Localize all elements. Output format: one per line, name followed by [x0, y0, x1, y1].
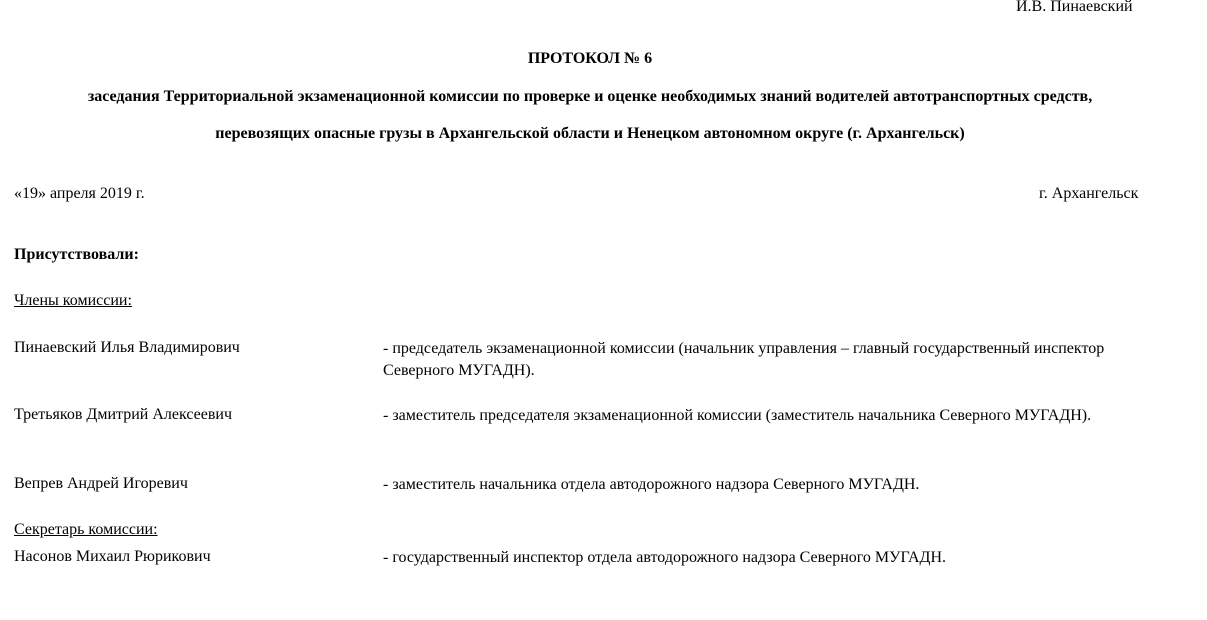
member-name: Вепрев Андрей Игоревич — [14, 475, 188, 492]
protocol-city: г. Архангельск — [1039, 185, 1139, 202]
secretary-heading: Секретарь комиссии: — [14, 521, 158, 538]
protocol-date: «19» апреля 2019 г. — [14, 185, 145, 202]
members-heading: Члены комиссии: — [14, 292, 132, 309]
protocol-subtitle-line2: перевозящих опасные грузы в Архангельской области и Ненецком автономном округе (г. Архангельск) — [215, 125, 965, 142]
member-name: Третьяков Дмитрий Алексеевич — [14, 406, 233, 423]
protocol-title: ПРОТОКОЛ № 6 — [527, 50, 653, 67]
attendance-heading: Присутствовали: — [14, 246, 139, 263]
protocol-subtitle-line1: заседания Территориальной экзаменационной комиссии по проверке и оценке необходимых знаний водителей автотранспортных средств, — [87, 88, 1093, 105]
member-role: - заместитель председателя экзаменационной комиссии (заместитель начальника Северного МУГАДН). — [383, 407, 1092, 424]
secretary-name: Насонов Михаил Рюрикович — [14, 548, 211, 565]
secretary-role: - государственный инспектор отдела автодорожного надзора Северного МУГАДН. — [383, 549, 947, 566]
member-name: Пинаевский Илья Владимирович — [14, 339, 240, 356]
member-role: - заместитель начальника отдела автодорожного надзора Северного МУГАДН. — [383, 476, 920, 493]
member-role: - председатель экзаменационной комиссии (начальник управления – главный государственный инспектор Северного МУГАДН). — [383, 340, 1105, 379]
signatory-name: И.В. Пинаевский — [1016, 0, 1133, 15]
